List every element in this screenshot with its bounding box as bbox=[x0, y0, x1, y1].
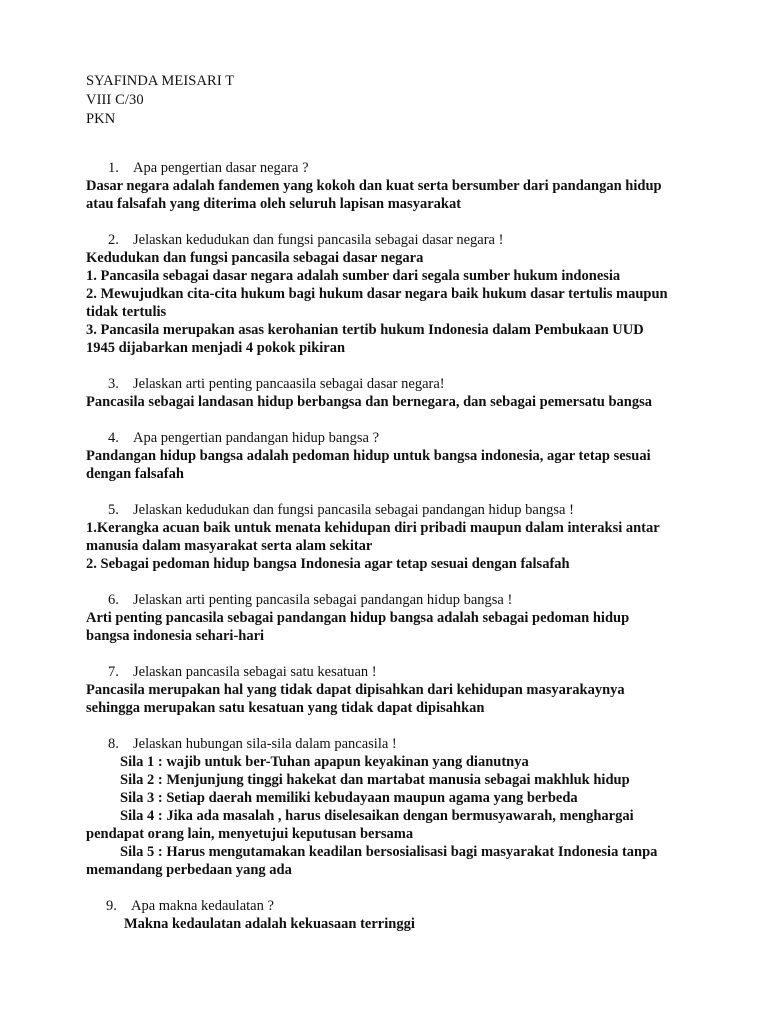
question-number: 9. bbox=[106, 898, 117, 914]
answer-2 bbox=[86, 249, 728, 357]
answer-line: Arti penting pancasila sebagai pandangan hidup bangsa adalah sebagai pedoman hidup bbox=[86, 610, 630, 626]
answer-7 bbox=[86, 681, 728, 717]
question-1 bbox=[86, 159, 728, 177]
qa-item-1 bbox=[86, 159, 728, 213]
student-name: SYAFINDA MEISARI T bbox=[86, 73, 235, 89]
question-text: Jelaskan kedudukan dan fungsi pancasila sebagai pandangan hidup bangsa ! bbox=[133, 502, 574, 518]
question-text: Jelaskan arti penting pancasila sebagai pandangan hidup bangsa ! bbox=[133, 592, 513, 608]
sila-line: Sila 1 : wajib untuk ber-Tuhan apapun keyakinan yang dianutnya bbox=[120, 754, 529, 770]
question-number: 2. bbox=[108, 232, 119, 248]
qa-list bbox=[86, 159, 728, 717]
question-number: 7. bbox=[108, 664, 119, 680]
question-number: 1. bbox=[108, 160, 119, 176]
answer-line: tidak tertulis bbox=[86, 304, 167, 320]
sila-line: Sila 3 : Setiap daerah memiliki kebudayaan maupun agama yang berbeda bbox=[120, 790, 578, 806]
question-text: Apa pengertian pandangan hidup bangsa ? bbox=[133, 430, 380, 446]
question-5 bbox=[86, 501, 728, 519]
qa-item-3 bbox=[86, 375, 728, 411]
qa-item-9 bbox=[86, 897, 728, 933]
answer-line: 3. Pancasila merupakan asas kerohanian tertib hukum Indonesia dalam Pembukaan UUD bbox=[86, 322, 644, 338]
question-8 bbox=[86, 735, 728, 753]
question-4 bbox=[86, 429, 728, 447]
answer-6 bbox=[86, 609, 728, 645]
answer-line: dengan falsafah bbox=[86, 466, 184, 482]
answer-5 bbox=[86, 519, 728, 573]
answer-line: bangsa indonesia sehari-hari bbox=[86, 628, 265, 644]
question-number: 4. bbox=[108, 430, 119, 446]
answer-line: 1. Pancasila sebagai dasar negara adalah sumber dari segala sumber hukum indonesia bbox=[86, 268, 621, 284]
answer-3 bbox=[86, 393, 728, 411]
answer-line: 1.Kerangka acuan baik untuk menata kehidupan diri pribadi maupun dalam interaksi antar bbox=[86, 520, 660, 536]
question-text: Jelaskan hubungan sila-sila dalam pancasila ! bbox=[133, 736, 397, 752]
question-2 bbox=[86, 231, 728, 249]
answer-line: atau falsafah yang diterima oleh seluruh lapisan masyarakat bbox=[86, 196, 462, 212]
answer-line: 2. Sebagai pedoman hidup bangsa Indonesia agar tetap sesuai dengan falsafah bbox=[86, 556, 570, 572]
answer-line: manusia dalam masyarakat serta alam sekitar bbox=[86, 538, 373, 554]
answer-1 bbox=[86, 177, 728, 213]
answer-4 bbox=[86, 447, 728, 483]
question-number: 6. bbox=[108, 592, 119, 608]
answer-9: Makna kedaulatan adalah kekuasaan terringgi bbox=[124, 916, 415, 932]
question-9 bbox=[86, 897, 728, 915]
question-text: Apa pengertian dasar negara ? bbox=[133, 160, 309, 176]
sila-line: Sila 5 : Harus mengutamakan keadilan bersosialisasi bagi masyarakat Indonesia tanpa bbox=[120, 844, 658, 860]
qa-item-7 bbox=[86, 663, 728, 717]
answer-line: Pancasila sebagai landasan hidup berbangsa dan bernegara, dan sebagai pemersatu bangsa bbox=[86, 394, 653, 410]
answer-line: sehingga merupakan satu kesatuan yang tidak dapat dipisahkan bbox=[86, 700, 485, 716]
spacer bbox=[86, 129, 728, 159]
question-text: Jelaskan arti penting pancaasila sebagai dasar negara! bbox=[133, 376, 445, 392]
question-7 bbox=[86, 663, 728, 681]
sila-line: Sila 2 : Menjunjung tinggi hakekat dan martabat manusia sebagai makhluk hidup bbox=[120, 772, 630, 788]
qa-item-5 bbox=[86, 501, 728, 573]
question-text: Jelaskan pancasila sebagai satu kesatuan ! bbox=[133, 664, 377, 680]
question-text: Apa makna kedaulatan ? bbox=[131, 898, 274, 914]
answer-line: Kedudukan dan fungsi pancasila sebagai dasar negara bbox=[86, 250, 424, 266]
subject: PKN bbox=[86, 111, 116, 127]
question-6 bbox=[86, 591, 728, 609]
sila-continuation: memandang perbedaan yang ada bbox=[86, 862, 292, 878]
question-3 bbox=[86, 375, 728, 393]
answer-line: Dasar negara adalah fandemen yang kokoh dan kuat serta bersumber dari pandangan hidup bbox=[86, 178, 662, 194]
answer-line: 1945 dijabarkan menjadi 4 pokok pikiran bbox=[86, 340, 346, 356]
sila-line: Sila 4 : Jika ada masalah , harus diselesaikan dengan bermusyawarah, menghargai bbox=[120, 808, 634, 824]
answer-line: Pancasila merupakan hal yang tidak dapat dipisahkan dari kehidupan masyarakaynya bbox=[86, 682, 625, 698]
qa-item-4 bbox=[86, 429, 728, 483]
qa-item-2 bbox=[86, 231, 728, 357]
student-class: VIII C/30 bbox=[86, 92, 144, 108]
answer-8 bbox=[86, 753, 728, 879]
answer-line: 2. Mewujudkan cita-cita hukum bagi hukum dasar negara baik hukum dasar tertulis maupun bbox=[86, 286, 668, 302]
qa-item-8 bbox=[86, 735, 728, 879]
question-text: Jelaskan kedudukan dan fungsi pancasila sebagai dasar negara ! bbox=[133, 232, 504, 248]
answer-line: Pandangan hidup bangsa adalah pedoman hidup untuk bangsa indonesia, agar tetap sesuai bbox=[86, 448, 651, 464]
question-number: 3. bbox=[108, 376, 119, 392]
qa-item-6 bbox=[86, 591, 728, 645]
question-number: 5. bbox=[108, 502, 119, 518]
sila-continuation: pendapat orang lain, menyetujui keputusan bersama bbox=[86, 826, 414, 842]
question-number: 8. bbox=[108, 736, 119, 752]
